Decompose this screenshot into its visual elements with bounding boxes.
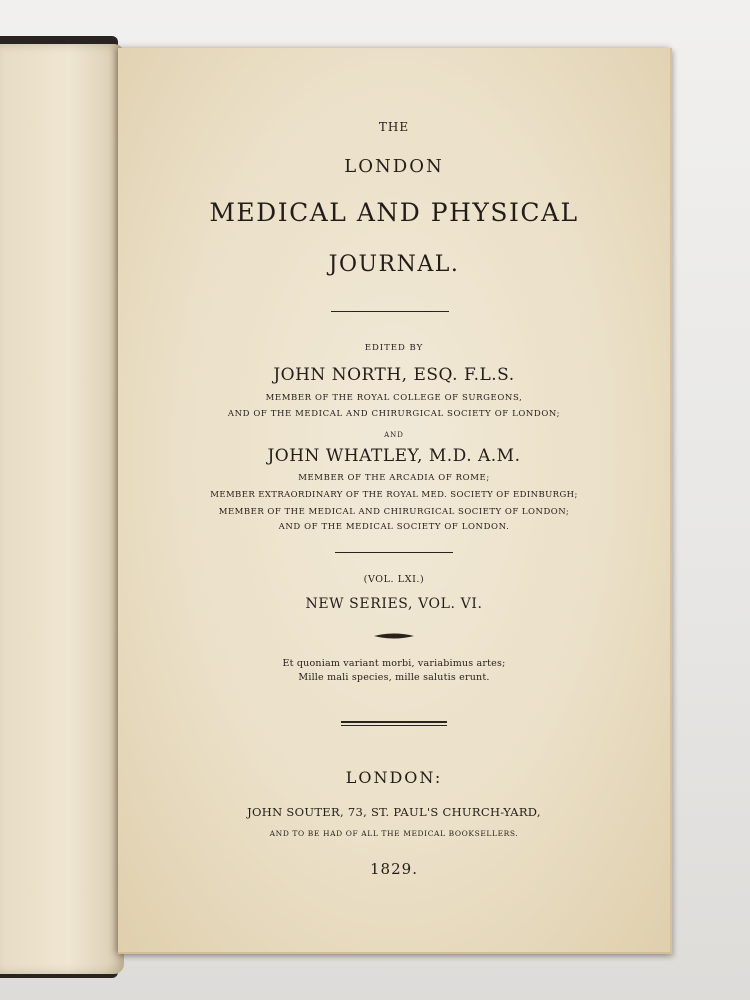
editor-1-credit-1: MEMBER OF THE ROYAL COLLEGE OF SURGEONS, bbox=[265, 393, 523, 403]
imprint-year: 1829. bbox=[370, 860, 418, 878]
imprint-publisher: JOHN SOUTER, 73, ST. PAUL'S CHURCH-YARD, bbox=[247, 805, 541, 819]
london-heading: LONDON bbox=[344, 156, 444, 177]
epigraph-line-1: Et quoniam variant morbi, variabimus artes; bbox=[282, 658, 506, 669]
series-label: NEW SERIES, VOL. VI. bbox=[305, 596, 483, 612]
editor-2-credit-2: MEMBER EXTRAORDINARY OF THE ROYAL MED. SOCIETY OF EDINBURGH; bbox=[210, 490, 578, 500]
imprint-distribution: AND TO BE HAD OF ALL THE MEDICAL BOOKSELLERS. bbox=[269, 829, 519, 838]
top-rule bbox=[331, 311, 449, 312]
editor-1-credit-2: AND OF THE MEDICAL AND CHIRURGICAL SOCIETY OF LONDON; bbox=[227, 409, 561, 419]
editor-2-credit-4: AND OF THE MEDICAL SOCIETY OF LONDON. bbox=[278, 522, 510, 532]
editor-2-credit-3: MEMBER OF THE MEDICAL AND CHIRURGICAL SOCIETY OF LONDON; bbox=[218, 507, 570, 517]
epigraph-line-2: Mille mali species, mille salutis erunt. bbox=[298, 672, 490, 683]
ornamental-dash bbox=[374, 632, 414, 640]
the-heading: THE bbox=[378, 120, 410, 134]
editor-2-credit-1: MEMBER OF THE ARCADIA OF ROME; bbox=[298, 473, 490, 483]
title-page bbox=[118, 48, 672, 954]
volume-number: (VOL. LXI.) bbox=[363, 574, 425, 585]
middle-rule bbox=[335, 552, 453, 553]
edited-by-label: EDITED BY bbox=[364, 343, 424, 353]
double-rule-bottom bbox=[341, 725, 447, 726]
editor-2-name: JOHN WHATLEY, M.D. A.M. bbox=[267, 446, 521, 466]
imprint-city: LONDON: bbox=[345, 768, 443, 787]
editor-1-name: JOHN NORTH, ESQ. F.L.S. bbox=[273, 365, 515, 385]
journal-title-line-2: JOURNAL. bbox=[328, 252, 460, 277]
journal-title-line-1: MEDICAL AND PHYSICAL bbox=[209, 198, 579, 227]
left-flyleaf-page bbox=[0, 44, 124, 974]
and-label: AND bbox=[384, 431, 404, 439]
double-rule-top bbox=[341, 721, 447, 723]
